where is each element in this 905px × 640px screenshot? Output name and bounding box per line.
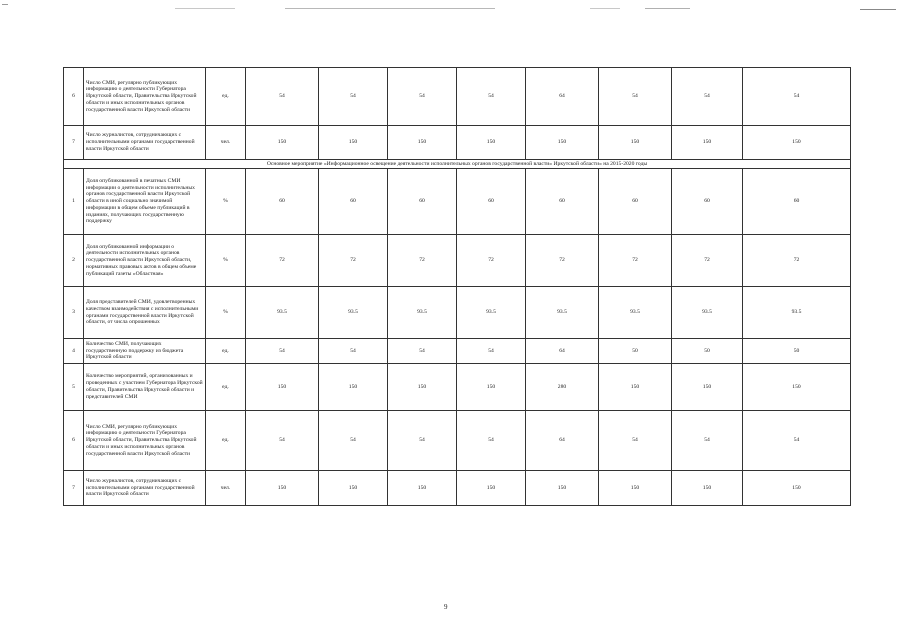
indicator-name: Доля представителей СМИ, удовлетворенных качеством взаимодействия с исполнительными органами государственной власти Иркутской области, от числа опрошенных [84, 287, 206, 339]
value-cell: 150 [672, 126, 743, 160]
row-number: 3 [64, 287, 84, 339]
value-cell: 72 [388, 235, 457, 287]
unit-cell: чел. [206, 126, 246, 160]
scan-line [285, 8, 495, 9]
table-row [64, 235, 851, 287]
value-cell: 150 [388, 126, 457, 160]
scan-artifacts [0, 0, 905, 20]
value-cell: 72 [599, 235, 672, 287]
value-cell: 54 [457, 411, 526, 471]
indicator-name: Количество СМИ, получающих государственную поддержку из бюджета Иркутской области [84, 339, 206, 364]
unit-cell: ед. [206, 364, 246, 411]
row-number: 6 [64, 68, 84, 126]
value-cell: 54 [319, 68, 388, 126]
value-cell: 54 [743, 68, 851, 126]
value-cell: 72 [319, 235, 388, 287]
value-cell: 64 [526, 411, 599, 471]
value-cell: 93.5 [246, 287, 319, 339]
row-number: 5 [64, 364, 84, 411]
unit-cell: ед. [206, 68, 246, 126]
value-cell: 150 [457, 364, 526, 411]
value-cell: 60 [388, 169, 457, 235]
unit-cell: % [206, 287, 246, 339]
table-row [64, 411, 851, 471]
value-cell: 150 [526, 471, 599, 506]
value-cell: 54 [457, 68, 526, 126]
value-cell: 54 [599, 411, 672, 471]
scan-line [860, 9, 896, 10]
row-number: 4 [64, 339, 84, 364]
page-number: 9 [444, 603, 448, 611]
value-cell: 93.5 [743, 287, 851, 339]
indicator-table [63, 67, 851, 506]
value-cell: 280 [526, 364, 599, 411]
value-cell: 150 [319, 471, 388, 506]
table-row [64, 126, 851, 160]
unit-cell: % [206, 235, 246, 287]
value-cell: 150 [526, 126, 599, 160]
row-number: 7 [64, 126, 84, 160]
value-cell: 150 [319, 364, 388, 411]
table-row [64, 471, 851, 506]
value-cell: 60 [457, 169, 526, 235]
value-cell: 93.5 [599, 287, 672, 339]
value-cell: 54 [599, 68, 672, 126]
row-number: 7 [64, 471, 84, 506]
value-cell: 54 [672, 68, 743, 126]
value-cell: 150 [743, 471, 851, 506]
value-cell: 60 [672, 169, 743, 235]
value-cell: 54 [388, 411, 457, 471]
value-cell: 60 [526, 169, 599, 235]
section-title: Основное мероприятие «Информационное освещение деятельности исполнительных органов государственной власти» Иркутской области» на 2015-2020 годы [64, 160, 851, 169]
scan-line [175, 8, 235, 9]
value-cell: 64 [526, 339, 599, 364]
value-cell: 54 [388, 68, 457, 126]
section-header-row [64, 160, 851, 169]
value-cell: 60 [599, 169, 672, 235]
value-cell: 93.5 [457, 287, 526, 339]
value-cell: 150 [672, 364, 743, 411]
value-cell: 60 [246, 169, 319, 235]
value-cell: 150 [246, 471, 319, 506]
value-cell: 93.5 [388, 287, 457, 339]
value-cell: 54 [319, 411, 388, 471]
value-cell: 54 [672, 411, 743, 471]
unit-cell: % [206, 169, 246, 235]
row-number: 1 [64, 169, 84, 235]
value-cell: 72 [457, 235, 526, 287]
unit-cell: ед. [206, 339, 246, 364]
indicator-name: Число СМИ, регулярно публикующих информацию о деятельности Губернатора Иркутской области, Правительства Иркутской области и иных исполнительных органов государственной власти Иркутской области [84, 68, 206, 126]
row-number: 6 [64, 411, 84, 471]
value-cell: 150 [743, 126, 851, 160]
table-row [64, 364, 851, 411]
value-cell: 54 [246, 339, 319, 364]
value-cell: 150 [457, 471, 526, 506]
value-cell: 72 [246, 235, 319, 287]
value-cell: 54 [743, 411, 851, 471]
table-row [64, 339, 851, 364]
table-row [64, 169, 851, 235]
value-cell: 150 [599, 126, 672, 160]
table-row [64, 68, 851, 126]
value-cell: 72 [672, 235, 743, 287]
value-cell: 150 [599, 364, 672, 411]
value-cell: 54 [457, 339, 526, 364]
value-cell: 50 [672, 339, 743, 364]
value-cell: 150 [388, 471, 457, 506]
value-cell: 54 [246, 68, 319, 126]
value-cell: 50 [599, 339, 672, 364]
value-cell: 72 [743, 235, 851, 287]
value-cell: 54 [319, 339, 388, 364]
value-cell: 150 [599, 471, 672, 506]
value-cell: 150 [457, 126, 526, 160]
indicator-name: Доля опубликованной в печатных СМИ информации о деятельности исполнительных органов государственной власти Иркутской области в иной социально значимой информации в общем объеме публикаций в изданиях, получающих государственную поддержку [84, 169, 206, 235]
value-cell: 150 [388, 364, 457, 411]
value-cell: 150 [672, 471, 743, 506]
value-cell: 54 [246, 411, 319, 471]
value-cell: 60 [743, 169, 851, 235]
unit-cell: чел. [206, 471, 246, 506]
scan-line [590, 8, 620, 9]
value-cell: 93.5 [526, 287, 599, 339]
value-cell: 150 [246, 126, 319, 160]
row-number: 2 [64, 235, 84, 287]
scan-line [645, 8, 690, 9]
indicator-name: Количество мероприятий, организованных и проведенных с участием Губернатора Иркутской области, Правительства Иркутской области и представителей СМИ [84, 364, 206, 411]
value-cell: 150 [246, 364, 319, 411]
unit-cell: ед. [206, 411, 246, 471]
table-row [64, 287, 851, 339]
value-cell: 64 [526, 68, 599, 126]
value-cell: 50 [743, 339, 851, 364]
value-cell: 72 [526, 235, 599, 287]
value-cell: 54 [388, 339, 457, 364]
value-cell: 60 [319, 169, 388, 235]
value-cell: 93.5 [672, 287, 743, 339]
value-cell: 93.5 [319, 287, 388, 339]
indicator-name: Число СМИ, регулярно публикующих информацию о деятельности Губернатора Иркутской области, Правительства Иркутской области и иных исполнительных органов государственной власти Иркутской области [84, 411, 206, 471]
indicator-name: Доля опубликованной информации о деятельности исполнительных органов государственной власти Иркутской области, нормативных правовых актов в общем объеме публикаций газеты «Областная» [84, 235, 206, 287]
scan-line [2, 4, 8, 5]
value-cell: 150 [319, 126, 388, 160]
indicator-name: Число журналистов, сотрудничающих с исполнительными органами государственной власти Иркутской области [84, 471, 206, 506]
value-cell: 150 [743, 364, 851, 411]
indicator-name: Число журналистов, сотрудничающих с исполнительными органами государственной власти Иркутской области [84, 126, 206, 160]
